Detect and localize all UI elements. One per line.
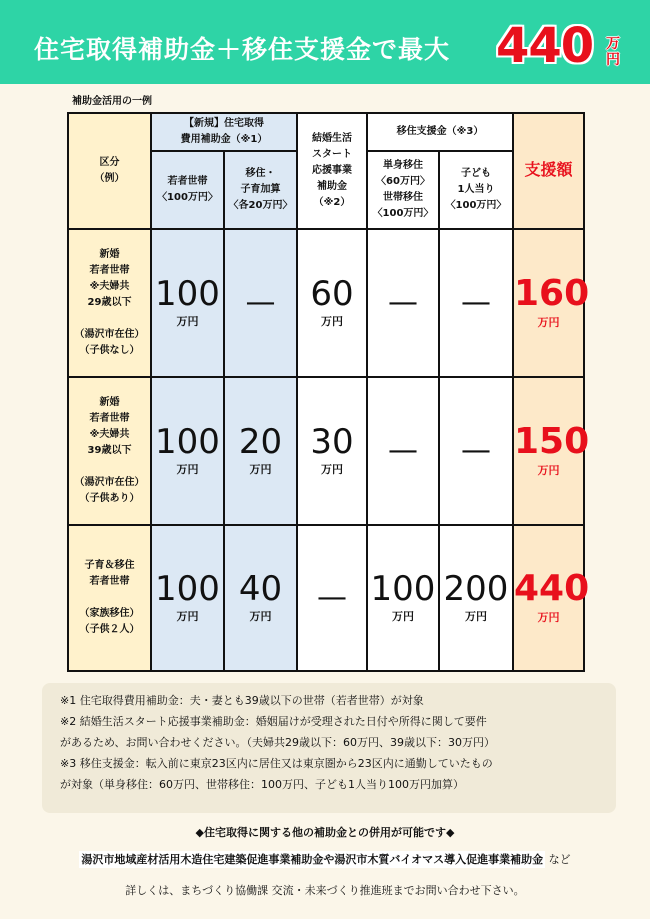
note-line: があるため、お問い合わせください。（夫婦共29歳以下：60万円、39歳以下：30万円） [60,736,496,749]
table-row [68,229,584,377]
banner-amount-unit: 万円 [606,36,620,68]
header-child-addition: 移住・ 子育加算 〈各20万円〉 [224,151,297,229]
cell-marriage: 60 万円 [297,229,367,377]
banner-max-amount: 440 [496,18,594,74]
contact-info: 詳しくは、まちづくり協働課 交流・未来づくり推進班までお問い合わせ下さい。 [125,884,525,897]
note-line: ※1 住宅取得費用補助金：夫・妻とも39歳以下の世帯（若者世帯）が対象 [60,694,424,707]
table-caption: 補助金活用の一例 [72,96,152,107]
banner-title: 住宅取得補助金＋移住支援金で最大 [34,35,451,64]
note-line: が対象（単身移住：60万円、世帯移住：100万円、子ども1人当り100万円加算） [60,778,464,791]
table-row [68,525,584,671]
header-migration-group: 移住支援金（※3） [367,113,513,151]
other-subsidies-suffix: など [545,853,571,866]
row-label: 新婚 若者世帯 ※夫婦共 29歳以下 （湯沢市在住） （子供なし） [68,229,151,377]
row-label: 新婚 若者世帯 ※夫婦共 39歳以下 （湯沢市在住） （子供あり） [68,377,151,525]
cell-single: — [367,377,439,525]
cell-marriage: 30 万円 [297,377,367,525]
header-total: 支援額 [513,113,584,229]
cell-young: 100 万円 [151,525,224,671]
cell-single: — [367,229,439,377]
note-line: ※2 結婚生活スタート応援事業補助金：婚姻届けが受理された日付や所得に関して要件 [60,715,487,728]
notes-box [42,683,616,813]
other-subsidies-names: 湯沢市地域産材活用木造住宅建築促進事業補助金や湯沢市木質バイオマス導入促進事業補助金 [81,853,544,866]
table-row [68,377,584,525]
title-banner [0,0,650,84]
cell-per-child: — [439,229,513,377]
cell-total: 160 万円 [513,229,584,377]
other-subsidies [0,851,650,867]
cell-single: 100 万円 [367,525,439,671]
cell-per-child: — [439,377,513,525]
note-line: ※3 移住支援金：転入前に東京23区内に居住又は東京圏から23区内に通勤していたもの [60,757,493,770]
header-category: 区分 （例） [68,113,151,229]
subsidy-table [67,112,590,672]
cell-per-child: 200 万円 [439,525,513,671]
cell-child: — [224,229,297,377]
header-young-household: 若者世帯 〈100万円〉 [151,151,224,229]
cell-total: 440 万円 [513,525,584,671]
cell-total: 150 万円 [513,377,584,525]
cell-young: 100 万円 [151,229,224,377]
cell-child: 20 万円 [224,377,297,525]
cell-child: 40 万円 [224,525,297,671]
combination-notice: ◆住宅取得に関する他の補助金との併用が可能です◆ [195,826,455,839]
cell-marriage: — [297,525,367,671]
row-label: 子育＆移住 若者世帯 （家族移住） （子供２人） [68,525,151,671]
header-per-child: 子ども 1人当り 〈100万円〉 [439,151,513,229]
header-housing-group: 【新規】住宅取得 費用補助金（※1） [151,113,297,151]
header-marriage-subsidy: 結婚生活 スタート 応援事業 補助金 （※2） [297,113,367,229]
cell-young: 100 万円 [151,377,224,525]
header-single-migration: 単身移住 〈60万円〉 世帯移住 〈100万円〉 [367,151,439,229]
